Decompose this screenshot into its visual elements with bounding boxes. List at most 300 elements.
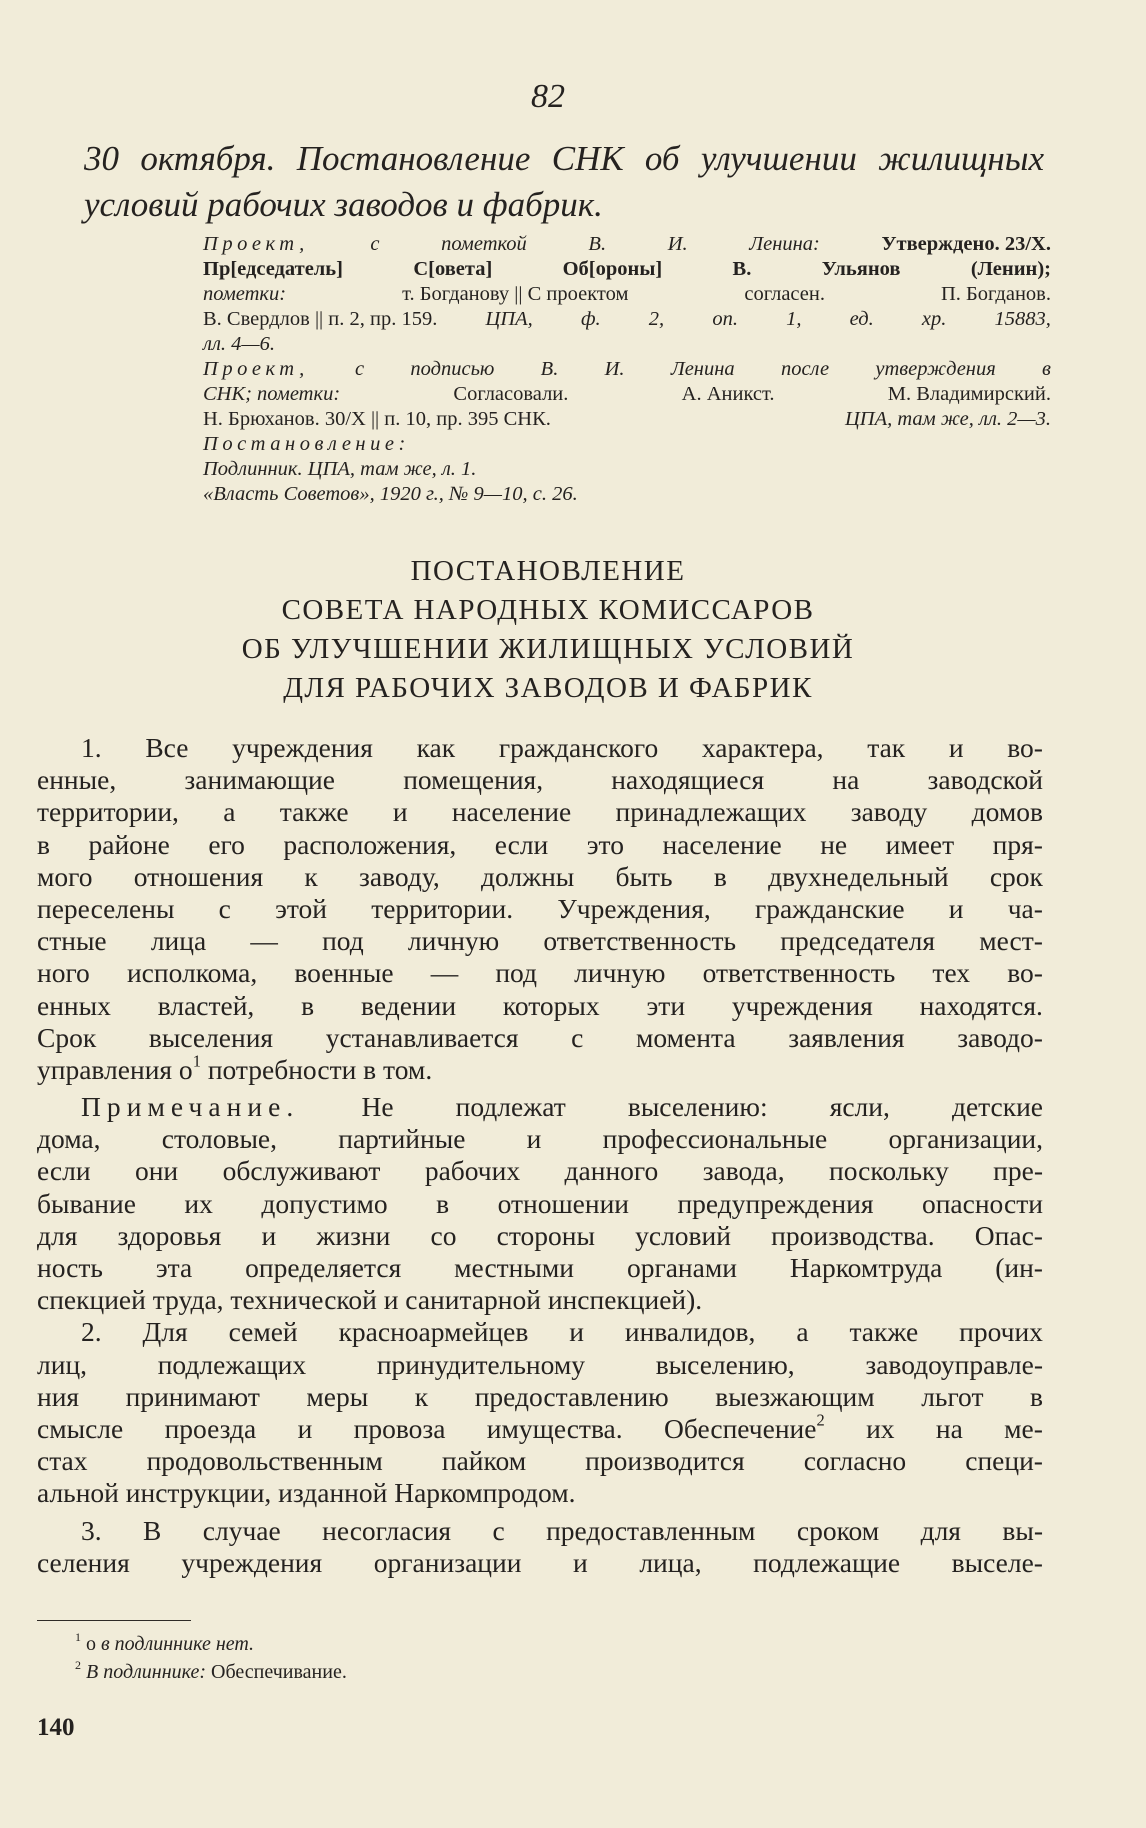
word — [361, 990, 456, 1022]
text-run: характера, — [701, 732, 824, 763]
text-run: под — [322, 925, 364, 957]
text-run: данного — [564, 1155, 659, 1187]
word — [616, 796, 807, 828]
text-run: Ленина: — [749, 233, 820, 255]
text-run: территории, — [37, 796, 179, 828]
text-run: лица — [150, 925, 207, 957]
footnote-marker: 1 — [192, 1051, 201, 1071]
text-run: Подлинник. ЦПА, там же, л. 1. — [203, 458, 477, 480]
word — [499, 732, 658, 764]
page-number: 140 — [37, 1714, 75, 1741]
word — [223, 1155, 381, 1187]
word — [663, 1410, 825, 1445]
text-run: ф. — [580, 308, 601, 330]
text-run: гражданские — [754, 892, 905, 924]
text-run: В. — [588, 233, 607, 255]
text-run: со — [430, 1219, 457, 1251]
word — [571, 1022, 583, 1054]
text-line — [37, 829, 1043, 861]
text-run: домов — [971, 796, 1043, 828]
word — [1030, 1381, 1043, 1413]
text-run: переселены — [37, 892, 175, 924]
word — [37, 1547, 130, 1579]
word — [714, 861, 727, 893]
text-run: Проект, — [203, 358, 309, 380]
text-run: Все — [145, 732, 189, 763]
word — [790, 1252, 942, 1284]
text-line — [203, 332, 1051, 357]
word — [203, 1515, 281, 1547]
word — [949, 893, 964, 925]
text-run: рабочих — [424, 1155, 521, 1187]
text-run: они — [134, 1155, 179, 1187]
text-line — [37, 1547, 1043, 1579]
text-line — [203, 257, 1051, 282]
text-line — [203, 307, 1051, 332]
word — [965, 1445, 1043, 1477]
word — [780, 925, 935, 957]
word — [37, 764, 116, 796]
text-run: как — [416, 732, 456, 763]
word — [403, 764, 543, 796]
text-run: спекцией труда, технической и санитарной инспекцией). — [37, 1284, 703, 1316]
text-run: определяется — [245, 1252, 402, 1283]
text-run: с — [370, 233, 380, 255]
document-number: 82 — [531, 78, 565, 115]
word — [1002, 1515, 1043, 1547]
word — [165, 1413, 257, 1445]
text-run: условий — [635, 1219, 731, 1251]
title-line: ДЛЯ РАБОЧИХ ЗАВОДОВ И ФАБРИК — [283, 672, 813, 704]
word — [37, 1123, 101, 1155]
word — [126, 1381, 260, 1413]
word — [975, 1220, 1043, 1252]
footnote — [75, 1658, 347, 1686]
text-run: согласно — [803, 1445, 907, 1477]
text-run: (ин- — [995, 1252, 1043, 1283]
word — [417, 732, 456, 764]
text-run: население — [662, 828, 782, 860]
word — [261, 1220, 276, 1252]
text-run: а — [796, 1316, 809, 1348]
word — [928, 764, 1043, 796]
text-run: ЦПА, — [485, 308, 533, 330]
text-run: (Ленин); — [970, 258, 1051, 280]
text-run: проезда — [164, 1412, 257, 1444]
text-run: также — [279, 796, 349, 828]
word — [184, 764, 335, 796]
word — [797, 1515, 879, 1547]
word — [298, 1413, 313, 1445]
word — [37, 861, 93, 893]
text-run: жизни — [316, 1219, 391, 1251]
text-run: эта — [155, 1252, 193, 1283]
text-run: гражданского — [498, 732, 659, 763]
text-run: Примечание. — [81, 1091, 300, 1123]
text-run: с — [571, 1021, 584, 1053]
text-line — [203, 457, 1051, 482]
word — [280, 796, 349, 828]
text-run: провоза — [353, 1412, 446, 1444]
text-run: поскольку — [829, 1155, 949, 1187]
text-run: потребности в том. — [200, 1053, 433, 1085]
text-run: население — [451, 796, 572, 828]
title-line: СОВЕТА НАРОДНЫХ КОМИССАРОВ — [281, 594, 815, 626]
word — [354, 1413, 446, 1445]
text-line — [203, 482, 1051, 507]
text-run: расположения, — [283, 828, 457, 860]
word — [487, 1413, 623, 1445]
word — [425, 1155, 520, 1187]
text-run: пометки: — [203, 283, 287, 305]
word — [374, 1547, 522, 1579]
word — [219, 893, 231, 925]
text-run: Об[ороны] — [562, 258, 663, 280]
text-run: В. — [732, 258, 752, 280]
word — [118, 1220, 222, 1252]
text-run: отношении — [497, 1187, 629, 1219]
word — [921, 1515, 961, 1547]
text-run: допустимо — [261, 1187, 388, 1219]
text-run: продовольственным — [146, 1445, 383, 1477]
word — [151, 925, 206, 957]
text-run: во- — [1007, 957, 1043, 989]
text-run: на — [832, 764, 860, 796]
text-run: выселению, — [655, 1348, 795, 1380]
text-run: ность — [37, 1252, 103, 1283]
text-run: которых — [502, 989, 600, 1021]
footnote-rule — [37, 1620, 191, 1621]
word — [37, 1349, 87, 1381]
word — [503, 990, 600, 1022]
text-run: если — [494, 828, 549, 860]
text-run: о — [86, 1633, 101, 1655]
text-run: Проект, — [203, 233, 309, 255]
text-run: принадлежащих — [615, 796, 807, 828]
text-line — [203, 382, 1051, 407]
word — [546, 1515, 755, 1547]
word — [326, 1022, 519, 1054]
word — [851, 796, 928, 828]
word — [865, 1349, 1043, 1381]
text-line — [37, 957, 1043, 989]
text-run: выселению: — [627, 1091, 768, 1123]
word — [359, 861, 440, 893]
word — [81, 1515, 102, 1547]
text-run: Опас- — [974, 1219, 1043, 1251]
text-run: в подлиннике нет. — [101, 1633, 255, 1655]
text-run: исполкома, — [126, 957, 258, 989]
word — [820, 829, 847, 861]
text-line — [37, 893, 1043, 925]
word — [993, 829, 1043, 861]
text-run: заявления — [788, 1021, 905, 1053]
word — [957, 1022, 1043, 1054]
word — [250, 925, 278, 957]
text-run: производства. — [771, 1219, 935, 1251]
word — [886, 829, 955, 861]
text-run: ме- — [1004, 1412, 1043, 1444]
word — [1008, 893, 1043, 925]
text-line — [37, 1316, 1043, 1348]
text-run: территории. — [371, 892, 514, 924]
text-run: лица, — [639, 1546, 702, 1578]
word — [866, 1413, 894, 1445]
word — [261, 1188, 387, 1220]
word — [587, 829, 624, 861]
word — [283, 829, 456, 861]
word — [37, 925, 107, 957]
word — [498, 1188, 629, 1220]
text-run: с — [355, 358, 365, 380]
word — [830, 1091, 890, 1123]
word — [81, 1091, 299, 1123]
text-run: в — [301, 989, 315, 1021]
text-run: ния — [37, 1380, 80, 1412]
word — [993, 1155, 1043, 1187]
footnote — [75, 1630, 347, 1658]
word — [37, 1381, 79, 1413]
text-run: несогласия — [322, 1514, 452, 1546]
text-run: военные — [294, 957, 394, 989]
text-run: Обеспечивание. — [206, 1661, 347, 1683]
word — [1004, 1413, 1043, 1445]
text-line — [37, 1410, 1043, 1445]
text-run: должны — [480, 860, 575, 892]
word — [184, 1188, 212, 1220]
word — [245, 1252, 401, 1284]
word — [616, 861, 673, 893]
text-run: обслуживают — [222, 1155, 381, 1187]
word — [920, 990, 1043, 1022]
word — [431, 1220, 457, 1252]
text-run: опасности — [921, 1187, 1043, 1219]
text-run: выезжающим — [715, 1380, 875, 1412]
word — [771, 1220, 934, 1252]
decree-title — [0, 552, 1096, 708]
word — [481, 861, 574, 893]
word — [37, 1445, 88, 1477]
text-run: личную — [574, 957, 666, 989]
word — [456, 1091, 566, 1123]
word — [949, 732, 964, 764]
word — [442, 1445, 526, 1477]
text-run: оп. — [712, 308, 738, 330]
footnote-marker: 1 — [75, 1630, 81, 1644]
text-run: хр. — [921, 308, 947, 330]
word — [647, 990, 686, 1022]
text-run: и — [297, 1412, 313, 1444]
text-run: В. — [540, 358, 559, 380]
text-run: красноармейцев — [338, 1316, 529, 1348]
document-heading: 30 октября. Постановление СНК об улучшении жилищных условий рабочих заводов и фабрик. — [84, 139, 1044, 224]
word — [527, 1123, 542, 1155]
text-run: утверждения — [875, 358, 996, 380]
word — [628, 1091, 768, 1123]
word — [495, 957, 537, 989]
text-run: предупреждения — [677, 1187, 874, 1219]
text-run: если — [37, 1155, 91, 1187]
word — [1007, 957, 1043, 989]
title-line: ОБ УЛУЧШЕНИИ ЖИЛИЩНЫХ УСЛОВИЙ — [241, 633, 855, 665]
text-line — [37, 1515, 1043, 1547]
text-run: пре- — [993, 1155, 1043, 1187]
word — [127, 957, 257, 989]
text-run: 2, — [648, 308, 665, 330]
word — [37, 1413, 123, 1445]
text-run: смысле — [37, 1412, 124, 1444]
text-run: ЦПА, там же, лл. 2—3. — [844, 408, 1051, 430]
word — [1007, 732, 1043, 764]
word — [229, 1316, 298, 1348]
text-run: Постановление: — [203, 433, 410, 455]
text-run: «Власть Советов», 1920 г., № 9—10, с. 26. — [203, 483, 578, 505]
word — [703, 1155, 785, 1187]
text-run: семей — [228, 1316, 298, 1348]
word — [753, 1547, 900, 1579]
text-run: с — [492, 1514, 505, 1546]
word — [301, 990, 314, 1022]
text-run: это — [586, 828, 624, 860]
text-run: имеет — [885, 828, 955, 860]
text-line — [37, 1381, 1043, 1413]
word — [143, 1515, 161, 1547]
text-run: меры — [306, 1380, 369, 1412]
text-run: лл. 4—6. — [203, 333, 275, 355]
word — [543, 925, 736, 957]
text-run: В подлиннике: — [86, 1661, 207, 1683]
text-run: также — [849, 1316, 919, 1348]
text-run: заводу, — [359, 860, 440, 892]
text-run: заводской — [927, 764, 1043, 796]
text-run: заводу — [850, 796, 928, 828]
text-run: после — [780, 358, 830, 380]
text-run: производится — [585, 1445, 745, 1477]
word — [922, 1188, 1043, 1220]
word — [936, 1413, 963, 1445]
text-run: 15883, — [994, 308, 1051, 330]
word — [81, 1316, 102, 1348]
text-run: для — [37, 1219, 78, 1251]
word — [796, 1316, 808, 1348]
word — [431, 957, 459, 989]
word — [134, 861, 263, 893]
word — [181, 1547, 322, 1579]
text-run: в — [1030, 1380, 1043, 1412]
word — [147, 1445, 383, 1477]
text-run: и — [261, 1219, 277, 1251]
text-run: Учреждения, — [557, 892, 711, 924]
word — [37, 1188, 136, 1220]
text-run: в — [436, 1187, 450, 1219]
text-run: Срок — [37, 1021, 97, 1053]
text-run: мест- — [979, 925, 1043, 957]
word — [639, 1547, 701, 1579]
word — [162, 1123, 277, 1155]
text-run: И. — [604, 358, 625, 380]
text-run: пайком — [441, 1445, 527, 1477]
word — [952, 1547, 1043, 1579]
text-line — [203, 232, 1051, 257]
word — [557, 893, 710, 925]
text-run: заводоуправле- — [865, 1348, 1043, 1380]
word — [732, 990, 873, 1022]
text-run: к — [304, 860, 318, 892]
footnotes — [75, 1630, 347, 1686]
word — [492, 1515, 504, 1547]
text-run: и — [569, 1316, 584, 1348]
text-run: инвалидов, — [624, 1316, 756, 1348]
text-run: их — [866, 1412, 895, 1444]
text-run: В — [143, 1514, 162, 1546]
text-run: районе — [88, 828, 170, 860]
text-run: 3. — [81, 1514, 102, 1546]
text-run: двухнедельный — [768, 860, 949, 892]
word — [497, 1220, 595, 1252]
word — [37, 990, 111, 1022]
text-run: подлежащих — [157, 1348, 307, 1380]
decree-body — [37, 732, 1043, 1579]
word — [475, 1381, 669, 1413]
word — [37, 1155, 91, 1187]
word — [703, 957, 896, 989]
text-run: Не — [361, 1091, 394, 1123]
text-run: управления о — [37, 1053, 193, 1085]
text-run: детские — [951, 1091, 1043, 1123]
text-run: льгот — [921, 1380, 984, 1412]
word — [88, 829, 169, 861]
text-run: подписью — [410, 358, 495, 380]
text-run: выселе- — [951, 1546, 1043, 1578]
text-run: органами — [626, 1252, 737, 1283]
word — [932, 957, 970, 989]
text-run: Ульянов — [821, 258, 901, 280]
text-run: устанавливается — [325, 1021, 519, 1053]
word — [377, 1349, 585, 1381]
text-run: имущества. — [486, 1412, 623, 1444]
text-run: находятся. — [919, 989, 1043, 1021]
text-run: ведении — [361, 989, 457, 1021]
word — [306, 1381, 368, 1413]
word — [37, 829, 50, 861]
word — [338, 1123, 465, 1155]
word — [979, 925, 1043, 957]
word — [867, 732, 905, 764]
text-line — [37, 1123, 1043, 1155]
text-run: енных — [37, 989, 111, 1021]
text-run: учреждения — [731, 989, 873, 1021]
text-run: Ленина — [670, 358, 735, 380]
text-run: 1, — [786, 308, 802, 330]
text-run: предоставлению — [474, 1380, 669, 1412]
word — [715, 1381, 874, 1413]
word — [454, 1252, 574, 1284]
text-run: во- — [1007, 732, 1043, 763]
text-run: 1. — [81, 732, 102, 763]
text-run: — — [250, 925, 278, 957]
word — [677, 1188, 873, 1220]
word — [316, 1220, 390, 1252]
text-run: ча- — [1007, 892, 1043, 924]
text-run: принудительному — [376, 1348, 586, 1380]
text-run: подлежат — [455, 1091, 566, 1123]
word — [436, 1188, 449, 1220]
word — [452, 796, 571, 828]
text-run: Для — [142, 1316, 188, 1348]
text-run: специ- — [965, 1445, 1043, 1477]
text-run: занимающие — [184, 764, 335, 796]
text-run: организации — [373, 1546, 522, 1578]
